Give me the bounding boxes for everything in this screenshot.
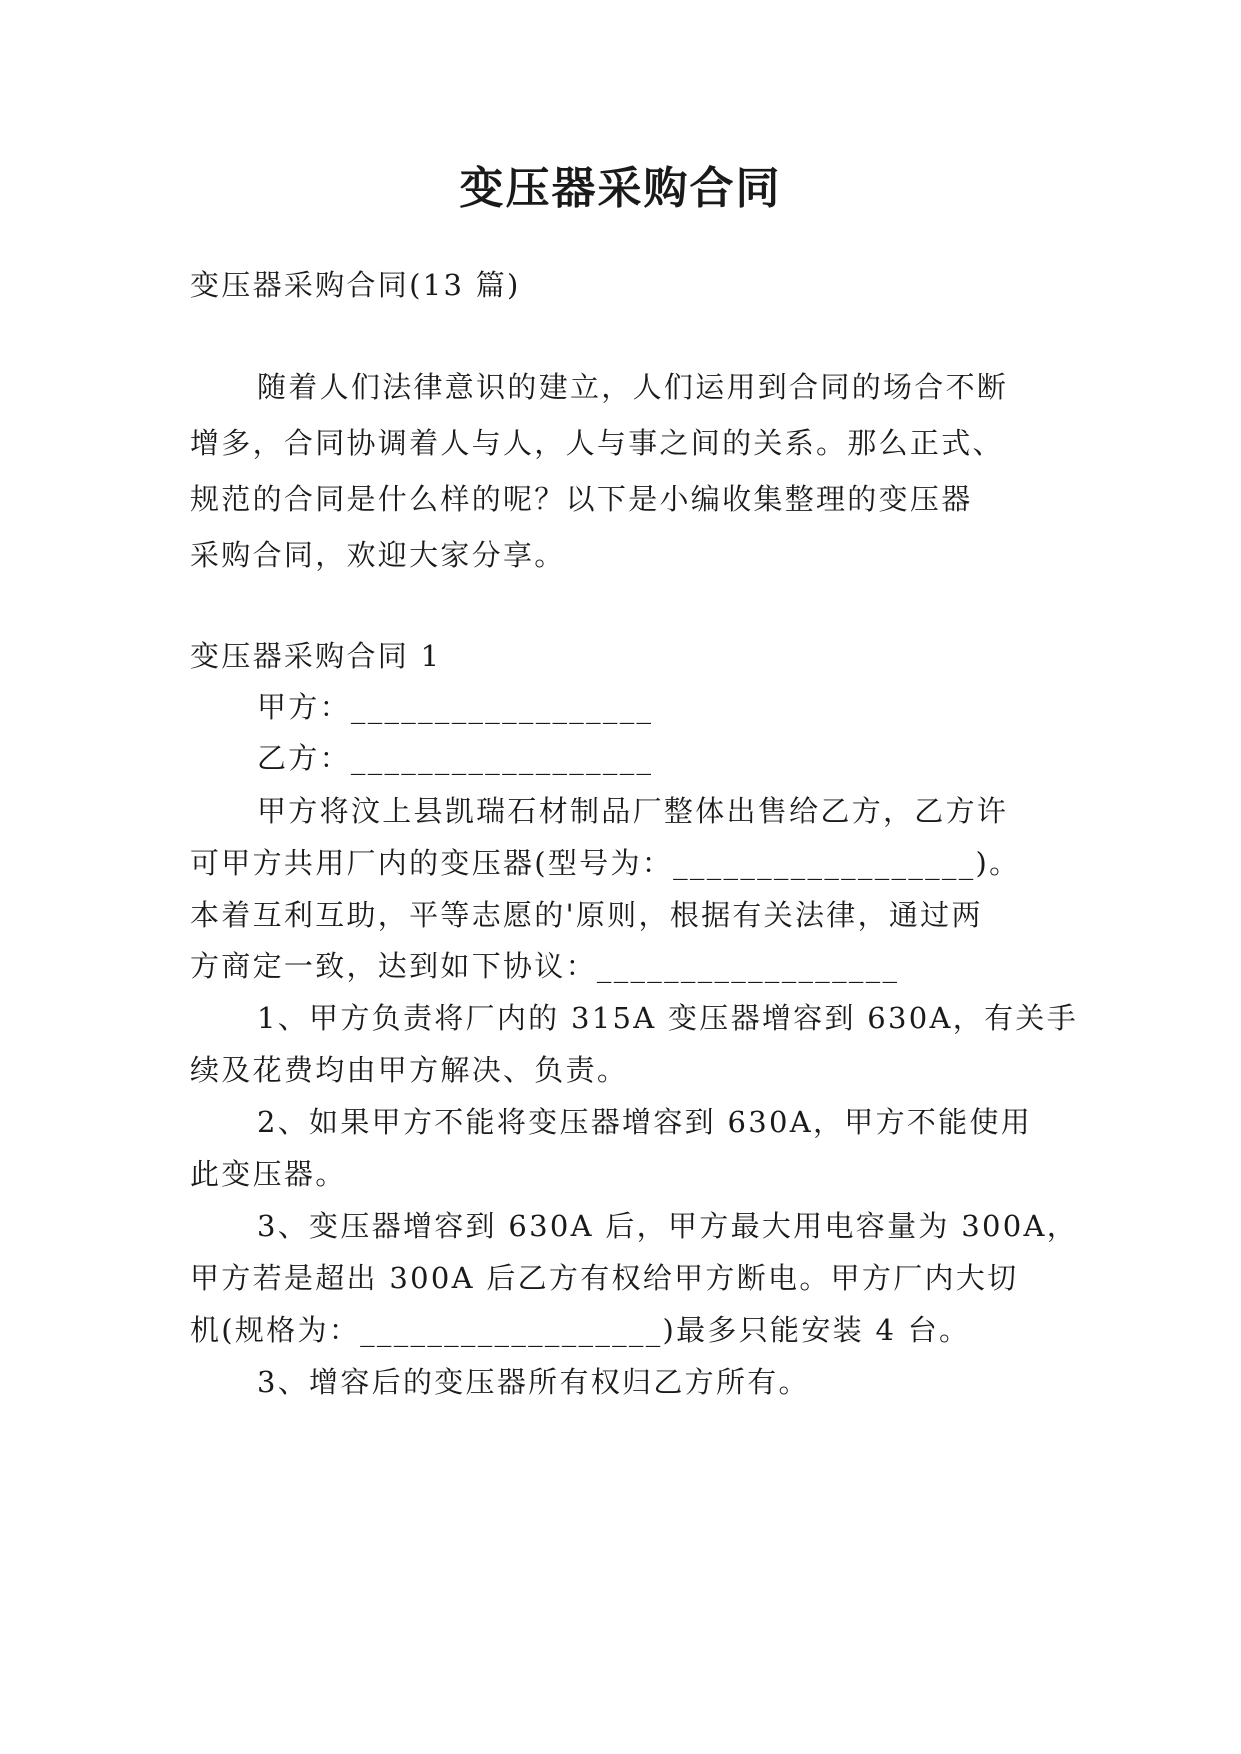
body-line: 本着互利互助，平等志愿的'原则，根据有关法律，通过两	[190, 898, 983, 932]
intro-line: 规范的合同是什么样的呢？以下是小编收集整理的变压器	[190, 482, 973, 516]
clause-line: 3、变压器增容到 630A 后，甲方最大用电容量为 300A，	[257, 1209, 1078, 1243]
intro-line: 采购合同，欢迎大家分享。	[190, 538, 566, 572]
section-heading: 变压器采购合同 1	[190, 639, 442, 673]
body-line: 甲方将汶上县凯瑞石材制品厂整体出售给乙方，乙方许	[257, 794, 1009, 828]
intro-line: 增多，合同协调着人与人，人与事之间的关系。那么正式、	[190, 426, 1004, 460]
body-line: 方商定一致，达到如下协议：__________________	[190, 949, 900, 983]
intro-line: 随着人们法律意识的建立，人们运用到合同的场合不断	[257, 370, 1009, 404]
clause-line: 此变压器。	[190, 1157, 347, 1191]
document-subtitle: 变压器采购合同(13 篇)	[190, 268, 521, 302]
clause-line: 机(规格为：__________________)最多只能安装 4 台。	[190, 1313, 971, 1347]
body-line: 可甲方共用厂内的变压器(型号为：__________________)。	[190, 846, 1021, 880]
clause-line: 1、甲方负责将厂内的 315A 变压器增容到 630A，有关手	[257, 1001, 1078, 1035]
clause-line: 甲方若是超出 300A 后乙方有权给甲方断电。甲方厂内大切	[190, 1261, 1019, 1295]
document-title: 变压器采购合同	[459, 163, 782, 214]
clause-line: 3、增容后的变压器所有权归乙方所有。	[257, 1365, 810, 1399]
party-a-field: 甲方：__________________	[257, 690, 654, 724]
clause-line: 续及花费均由甲方解决、负责。	[190, 1053, 629, 1087]
clause-line: 2、如果甲方不能将变压器增容到 630A，甲方不能使用	[257, 1105, 1033, 1139]
party-b-field: 乙方：__________________	[257, 741, 654, 775]
